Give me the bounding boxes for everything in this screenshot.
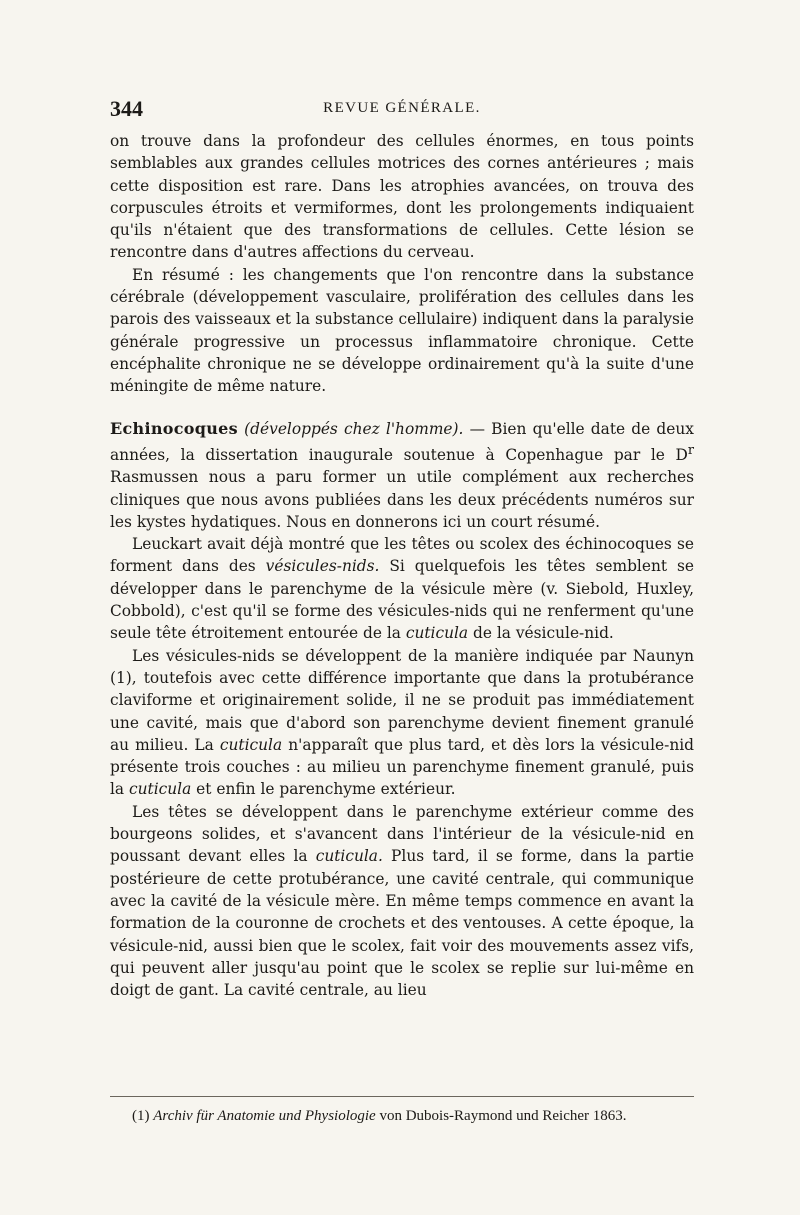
paragraph-4-text-3: de la vésicule-nid. [468,624,614,643]
paragraph-3-text-2: Rasmussen nous a paru former un utile complément aux recherches cliniques que nous avons publiées dans les deux précédents numéros sur les kystes hydatiques. Nous en donnerons ici un court résumé. [110,468,694,531]
paragraph-4-text-1: Leuckart avait déjà montré que les têtes ou scolex des échinocoques se forment dans des [110,535,694,576]
page-number: 344 [110,96,143,121]
paragraph-5-text-2: n'apparaît que plus tard, et dès lors la vésicule-nid présente trois couches : au milieu un parenchyme finement granulé, puis la [110,735,694,799]
paragraph-5-italic-1: cuticula [219,735,283,754]
footnote [110,1106,694,1127]
body-text [110,130,694,1001]
section-title: Echinocoques [110,418,238,438]
paragraph-4 [110,533,694,644]
footnote-rule [110,1096,694,1097]
paragraph-5-text-3: et enfin le parenchyme extérieur. [191,780,456,799]
page-header [110,96,694,122]
paragraph-4-italic-1: vésicules-nids. [265,557,380,576]
paragraph-5-text-1: Les vésicules-nids se développent de la manière indiquée par Naunyn (1), toutefois avec cette différence importante que dans la protubérance claviforme et originairement solide, il ne se produit pas immédiatement une cavité, mais que d'abord son parenchyme devient finement granulé au milieu. La [110,646,694,754]
footnote-citation: von Dubois-Raymond und Reicher 1863. [375,1108,627,1124]
running-head: REVUE GÉNÉRALE. [323,100,481,116]
footnote-text [110,1106,694,1127]
paragraph-4-italic-2: cuticula [405,624,469,643]
paragraph-echinocoques [110,418,694,534]
footnote-journal-title: Archiv für Anatomie und Physiologie [153,1108,376,1124]
paragraph-2: En résumé : les changements que l'on rencontre dans la substance cérébrale (développement vasculaire, prolifération des cellules dans les parois des vaisseaux et la substance cellulaire) indiquent dans la paralysie générale progressive un processus inflammatoire chronique. Cette encéphalite chronique ne se développe ordinairement qu'à la suite d'une méningite de même nature. [110,265,694,396]
footnote-marker: (1) [132,1108,154,1124]
section-subtitle: (développés chez l'homme). [244,419,464,438]
paragraph-5-italic-2: cuticula [129,780,192,799]
paragraph-6-text-1: Les têtes se développent dans le parenchyme extérieur comme des bourgeons solides, et s'avancent dans l'intérieur de la vésicule-nid en poussant devant elles la [110,802,694,866]
paragraph-4-text-2: Si quelquefois les têtes semblent se développer dans le parenchyme de la vésicule mère (v. Siebold, Huxley, Cobbold), c'est qu'il se forme des vésicules-nids qui ne renferment qu'une seule tête étroitement entourée de la [110,557,694,643]
paragraph-1: on trouve dans la profondeur des cellules énormes, en tous points semblables aux grandes cellules motrices des cornes antérieures ; mais cette disposition est rare. Dans les atrophies avancées, on trouva des corpuscules étroits et vermiformes, dont les prolongements indiquaient qu'ils n'étaient que des transformations de cellules. Cette lésion se rencontre dans d'autres affections du cerveau. [110,132,694,262]
paragraph-3-text-1: — Bien qu'elle date de deux années, la dissertation inaugurale soutenue à Copenhague par le D [110,419,694,464]
paragraph-6-text-2: Plus tard, il se forme, dans la partie postérieure de cette protubérance, une cavité centrale, qui communique avec la cavité de la vésicule mère. En même temps commence en avant la formation de la couronne de crochets et des ventouses. A cette époque, la vésicule-nid, aussi bien que le scolex, fait voir des mouvements assez vifs, qui peuvent aller jusqu'au point que le scolex se replie sur lui-même en doigt de gant. La cavité centrale, au lieu [110,847,694,1000]
paragraph-6 [110,801,694,1002]
paragraph-5 [110,645,694,801]
doctor-abbrev-superscript: r [687,442,694,458]
paragraph-6-italic-1: cuticula. [315,847,383,866]
